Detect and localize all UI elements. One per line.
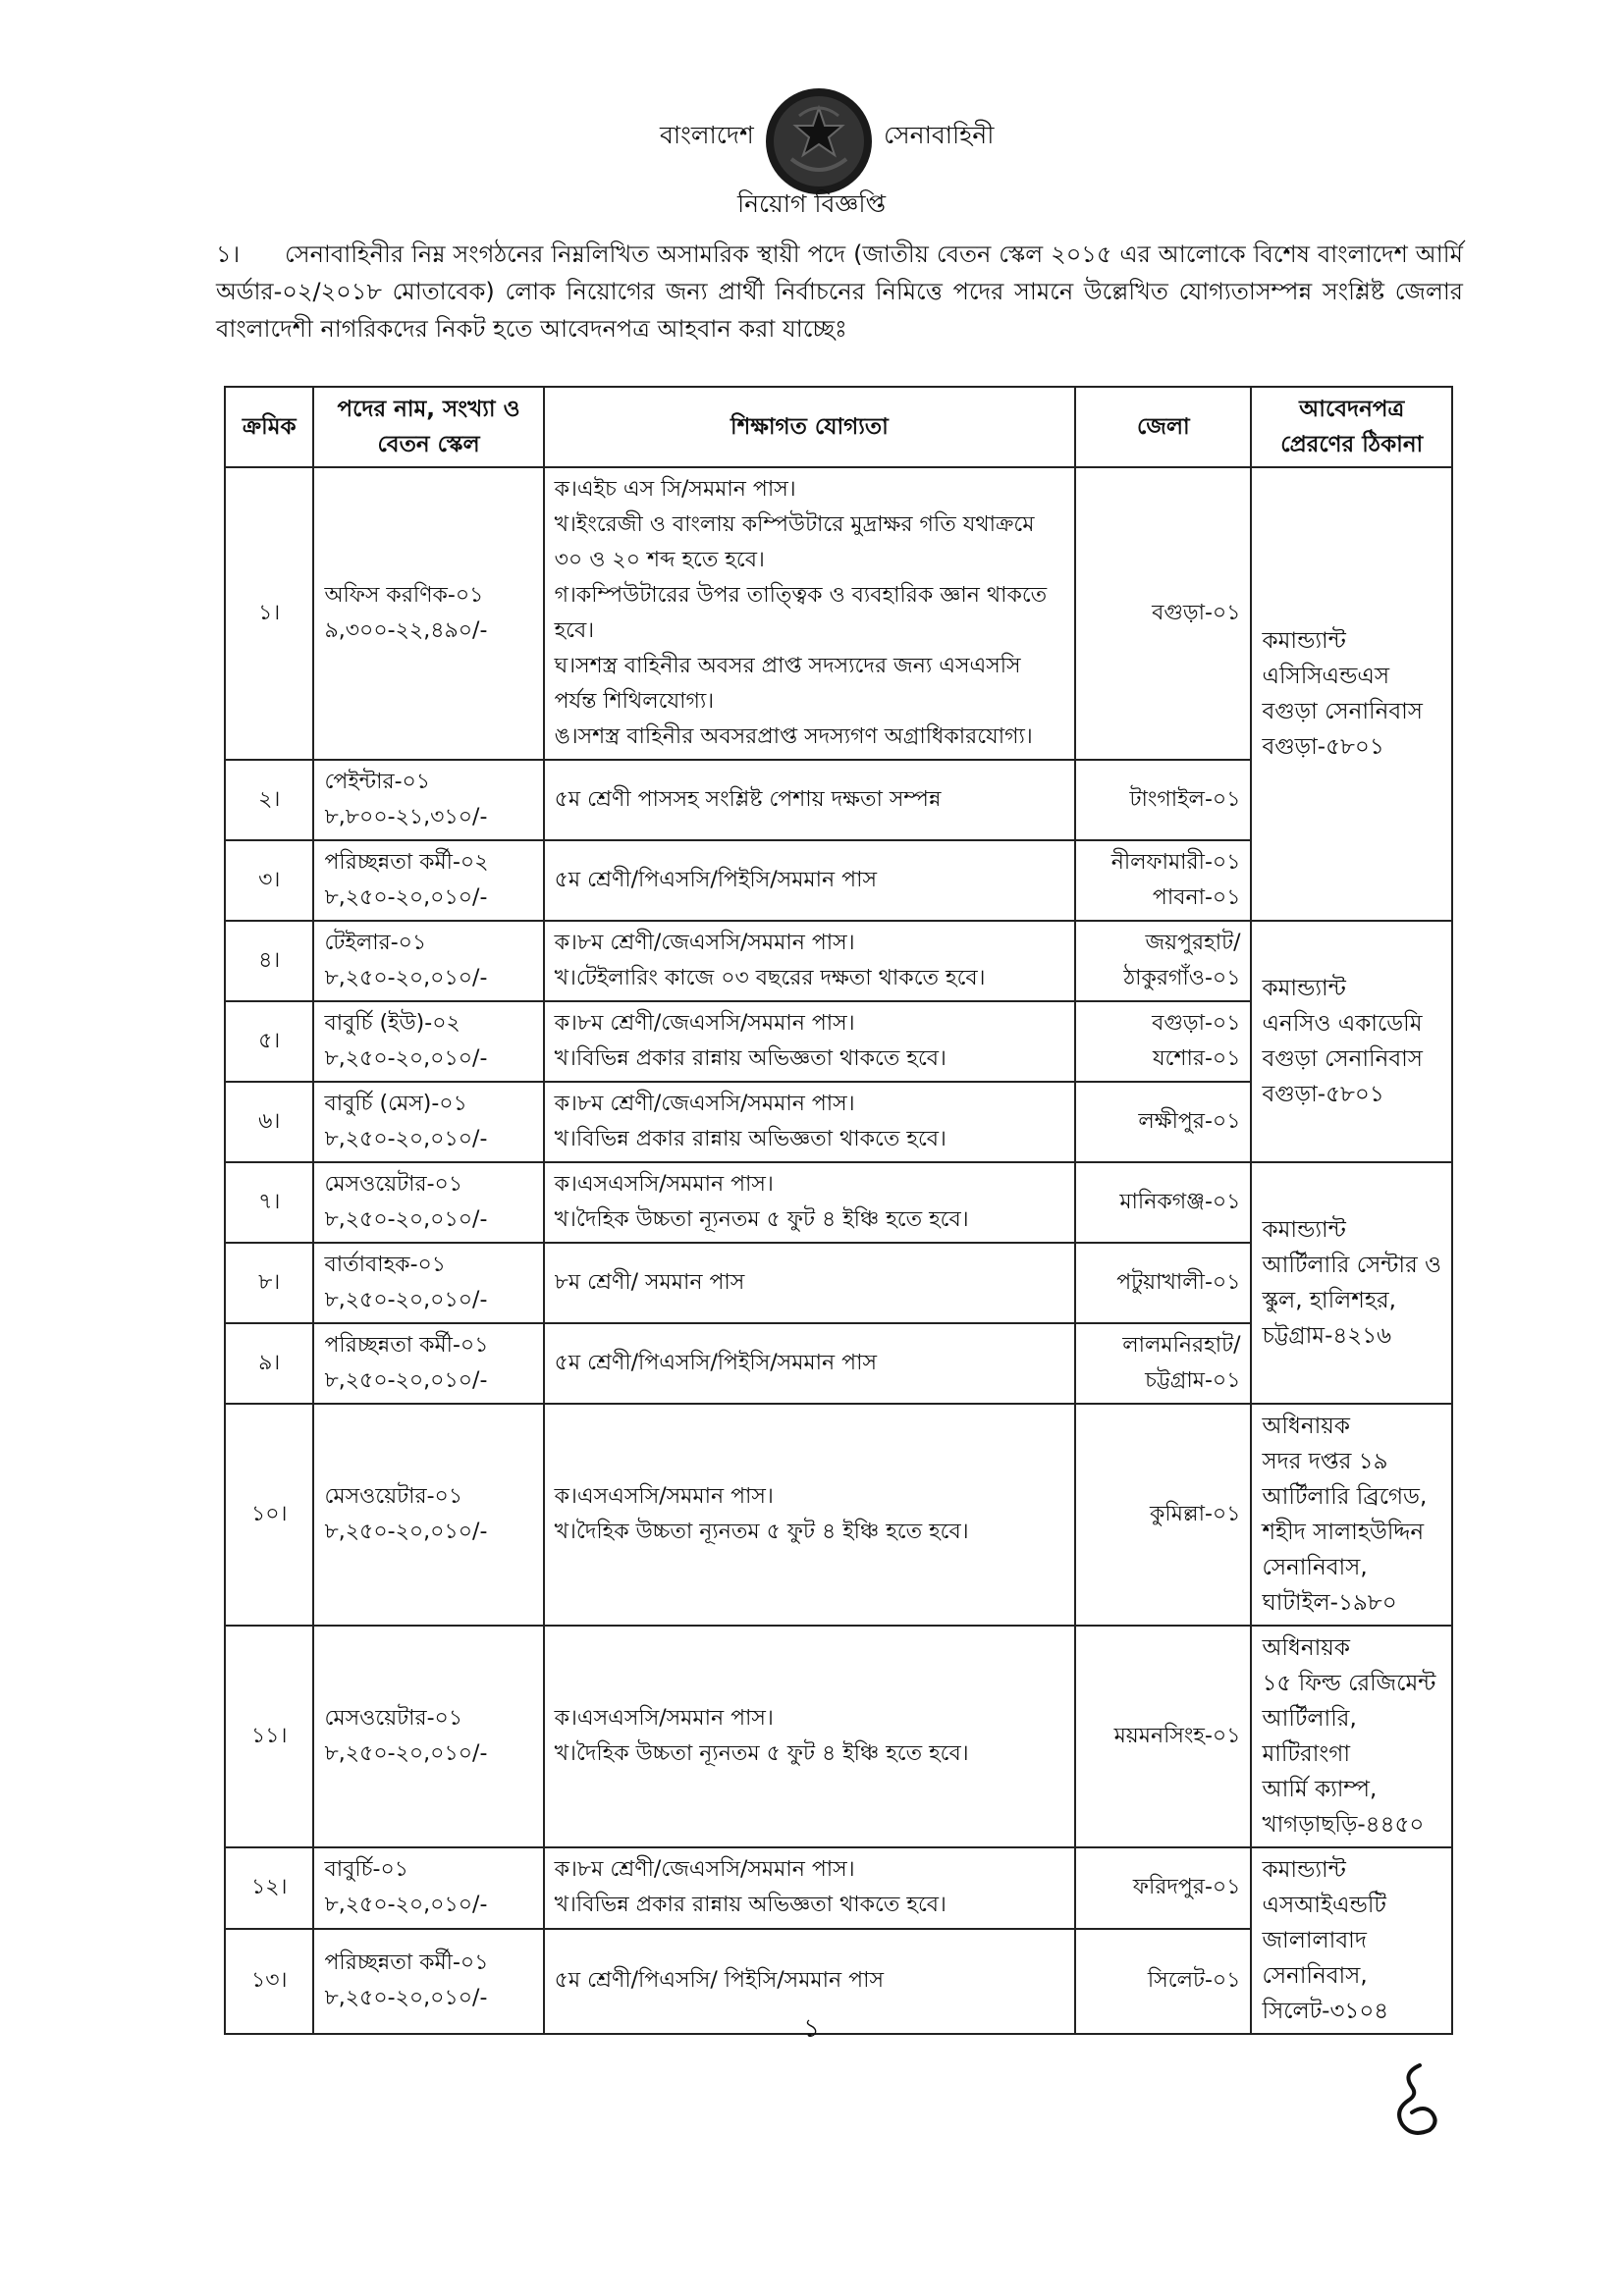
cell-post xyxy=(313,1001,543,1082)
address-line: এসআইএন্ডটি xyxy=(1262,1893,1386,1918)
address-line: জালালাবাদ xyxy=(1262,1928,1367,1953)
cell-district xyxy=(1075,1243,1251,1323)
cell-serial: ১০। xyxy=(225,1404,313,1626)
district-name: জয়পুরহাট/ xyxy=(1145,931,1241,955)
cell-address xyxy=(1251,921,1452,1162)
header-post xyxy=(313,387,543,467)
qualification-item: ক।৮ম শ্রেণী/জেএসসি/সমমান পাস। xyxy=(554,1011,855,1036)
cell-serial: ১১। xyxy=(225,1626,313,1847)
post-name: মেসওয়েটার-০১ xyxy=(324,1706,463,1731)
pay-scale: ৮,২৫০-২০,০১০/- xyxy=(324,1741,488,1766)
pay-scale: ৯,৩০০-২২,৪৯০/- xyxy=(324,618,488,643)
cell-post xyxy=(313,1082,543,1162)
district-name: যশোর-০১ xyxy=(1152,1046,1241,1071)
cell-district xyxy=(1075,1001,1251,1082)
address-line: বগুড়া সেনানিবাস xyxy=(1262,699,1423,724)
cell-serial: ৫। xyxy=(225,1001,313,1082)
qualification-item: খ।ইংরেজী ও বাংলায় কম্পিউটারে মুদ্রাক্ষর গতি যথাক্রমে ৩০ ও ২০ শব্দ হতে হবে। xyxy=(554,512,1035,572)
address-line: অধিনায়ক xyxy=(1262,1414,1350,1439)
pay-scale: ৮,২৫০-২০,০১০/- xyxy=(324,966,488,990)
pay-scale: ৮,২৫০-২০,০১০/- xyxy=(324,1893,488,1918)
cell-qualification xyxy=(544,840,1076,921)
qualification-item: ক।এসএসসি/সমমান পাস। xyxy=(554,1172,774,1197)
address-line: আর্মি ক্যাম্প, xyxy=(1262,1777,1378,1802)
address-line: সদর দপ্তর ১৯ xyxy=(1262,1449,1388,1474)
cell-qualification xyxy=(544,921,1076,1001)
qualification-item: ক।এইচ এস সি/সমমান পাস। xyxy=(554,477,796,502)
table-row xyxy=(225,1626,1452,1847)
address-line: কমান্ড্যান্ট xyxy=(1262,1217,1346,1243)
table-row xyxy=(225,921,1452,1001)
cell-post xyxy=(313,760,543,840)
post-name: অফিস করণিক-০১ xyxy=(324,583,484,608)
cell-serial: ৪। xyxy=(225,921,313,1001)
address-line: সিলেট-৩১০৪ xyxy=(1262,1999,1389,2024)
qualification-item: ৫ম শ্রেণী পাসসহ সংশ্লিষ্ট পেশায় দক্ষতা সম্পন্ন xyxy=(554,787,942,812)
address-line: আর্টিলারি সেন্টার ও xyxy=(1262,1253,1441,1278)
cell-district xyxy=(1075,1626,1251,1847)
qualification-item: ৫ম শ্রেণী/পিএসসি/পিইসি/সমমান পাস xyxy=(554,868,877,892)
header-post-line2: বেতন স্কেল xyxy=(377,432,480,457)
district-name: বগুড়া-০১ xyxy=(1152,601,1241,625)
qualification-item: ঙ।সশস্ত্র বাহিনীর অবসরপ্রাপ্ত সদস্যগণ অগ্রাধিকারযোগ্য। xyxy=(554,724,1033,749)
pay-scale: ৮,২৫০-২০,০১০/- xyxy=(324,1207,488,1232)
district-name: পাবনা-০১ xyxy=(1152,885,1241,910)
qualification-item: খ।বিভিন্ন প্রকার রান্নায় অভিজ্ঞতা থাকতে হবে। xyxy=(554,1893,947,1918)
address-line: এনসিও একাডেমি xyxy=(1262,1011,1423,1037)
cell-district xyxy=(1075,921,1251,1001)
district-name: মানিকগঞ্জ-০১ xyxy=(1119,1190,1241,1214)
cell-post xyxy=(313,840,543,921)
cell-serial: ৬। xyxy=(225,1082,313,1162)
address-line: স্কুল, হালিশহর, xyxy=(1262,1288,1396,1313)
table-row xyxy=(225,1404,1452,1626)
cell-post xyxy=(313,467,543,760)
district-name: সিলেট-০১ xyxy=(1147,1968,1241,1994)
cell-district xyxy=(1075,1162,1251,1243)
cell-serial: ২। xyxy=(225,760,313,840)
header-qualification: শিক্ষাগত যোগ্যতা xyxy=(544,387,1076,467)
cell-post xyxy=(313,1323,543,1404)
cell-qualification xyxy=(544,1626,1076,1847)
district-name: নীলফামারী-০১ xyxy=(1110,850,1241,875)
address-line: আর্টিলারি, xyxy=(1262,1706,1357,1732)
header-serial: ক্রমিক xyxy=(225,387,313,467)
qualification-item: খ।টেইলারিং কাজে ০৩ বছরের দক্ষতা থাকতে হবে। xyxy=(554,966,986,990)
header-address-line2: প্রেরণের ঠিকানা xyxy=(1280,432,1424,457)
pay-scale: ৮,২৫০-২০,০১০/- xyxy=(324,1520,488,1544)
district-name: লক্ষীপুর-০১ xyxy=(1138,1109,1241,1134)
table-header-row xyxy=(225,387,1452,467)
cell-post xyxy=(313,921,543,1001)
cell-address xyxy=(1251,1626,1452,1847)
address-line: এসিসিএন্ডএস xyxy=(1262,664,1390,689)
cell-qualification xyxy=(544,467,1076,760)
address-line: সেনানিবাস, xyxy=(1262,1963,1368,1989)
cell-post xyxy=(313,1162,543,1243)
qualification-item: ক।এসএসসি/সমমান পাস। xyxy=(554,1706,774,1731)
table-row xyxy=(225,1847,1452,1929)
post-name: বাবুর্চি (মেস)-০১ xyxy=(324,1092,467,1116)
post-name: পরিচ্ছন্নতা কর্মী-০১ xyxy=(324,1333,489,1358)
pay-scale: ৮,২৫০-২০,০১০/- xyxy=(324,1986,488,2011)
pay-scale: ৮,২৫০-২০,০১০/- xyxy=(324,1288,488,1312)
address-line: শহীদ সালাহউদ্দিন xyxy=(1262,1520,1425,1545)
post-name: পেইন্টার-০১ xyxy=(324,770,431,794)
post-name: পরিচ্ছন্নতা কর্মী-০২ xyxy=(324,850,489,875)
cell-district xyxy=(1075,1082,1251,1162)
pay-scale: ৮,২৫০-২০,০১০/- xyxy=(324,1368,488,1393)
cell-address xyxy=(1251,1847,1452,2034)
address-line: সেনানিবাস, xyxy=(1262,1555,1368,1580)
pay-scale: ৮,৮০০-২১,৩১০/- xyxy=(324,805,488,829)
address-line: বগুড়া-৫৮০১ xyxy=(1262,734,1384,760)
cell-serial: ৮। xyxy=(225,1243,313,1323)
qualification-item: গ।কম্পিউটারের উপর তাত্ত্বিক ও ব্যবহারিক জ্ঞান থাকতে হবে। xyxy=(554,583,1048,643)
cell-serial: ৯। xyxy=(225,1323,313,1404)
header-post-line1: পদের নাম, সংখ্যা ও xyxy=(337,397,520,422)
qualification-item: ক।এসএসসি/সমমান পাস। xyxy=(554,1484,774,1509)
org-name-right: সেনাবাহিনী xyxy=(884,121,995,149)
address-line: কমান্ড্যান্ট xyxy=(1262,976,1346,1001)
table-row xyxy=(225,1162,1452,1243)
post-name: বার্তাবাহক-০১ xyxy=(324,1253,447,1277)
header-address-line1: আবেদনপত্র xyxy=(1299,397,1405,422)
qualification-item: খ।দৈহিক উচ্চতা ন্যূনতম ৫ ফুট ৪ ইঞ্চি হতে হবে। xyxy=(554,1741,969,1766)
cell-post xyxy=(313,1243,543,1323)
pay-scale: ৮,২৫০-২০,০১০/- xyxy=(324,1046,488,1071)
table-body xyxy=(225,467,1452,2034)
qualification-item: ক।৮ম শ্রেণী/জেএসসি/সমমান পাস। xyxy=(554,1092,855,1116)
address-line: আর্টিলারি ব্রিগেড, xyxy=(1262,1484,1428,1510)
cell-district xyxy=(1075,1404,1251,1626)
cell-serial: ৩। xyxy=(225,840,313,921)
post-name: বাবুর্চি (ইউ)-০২ xyxy=(324,1011,460,1036)
district-name: টাংগাইল-০১ xyxy=(1129,787,1241,812)
intro-text-content: সেনাবাহিনীর নিম্ন সংগঠনের নিম্নলিখিত অসামরিক স্থায়ী পদে (জাতীয় বেতন স্কেল ২০১৫ এর আলোকে বিশেষ বাংলাদেশ আর্মি অর্ডার-০২/২০১৮ মোতাবেক) লোক নিয়োগের জন্য প্রার্থী নির্বাচনের নিমিত্তে পদের সামনে উল্লেখিত যোগ্যতাসম্পন্ন সংশ্লিষ্ট জেলার বাংলাদেশী নাগরিকদের নিকট হতে আবেদনপত্র আহবান করা যাচ্ছেঃ xyxy=(216,240,1463,343)
district-name: ময়মনসিংহ-০১ xyxy=(1113,1724,1241,1748)
qualification-item: খ।দৈহিক উচ্চতা ন্যূনতম ৫ ফুট ৪ ইঞ্চি হতে হবে। xyxy=(554,1207,969,1232)
qualification-item: ৮ম শ্রেণী/ সমমান পাস xyxy=(554,1270,745,1295)
cell-qualification xyxy=(544,760,1076,840)
address-line: কমান্ড্যান্ট xyxy=(1262,1857,1346,1883)
qualification-item: খ।বিভিন্ন প্রকার রান্নায় অভিজ্ঞতা থাকতে হবে। xyxy=(554,1127,947,1151)
post-name: মেসওয়েটার-০১ xyxy=(324,1484,463,1509)
cell-qualification xyxy=(544,1001,1076,1082)
qualification-item: ঘ।সশস্ত্র বাহিনীর অবসর প্রাপ্ত সদস্যদের জন্য এসএসসি পর্যন্ত শিথিলযোগ্য। xyxy=(554,654,1021,714)
district-name: কুমিল্লা-০১ xyxy=(1150,1502,1241,1526)
cell-serial: ১৩। xyxy=(225,1929,313,2034)
cell-qualification xyxy=(544,1082,1076,1162)
header-district: জেলা xyxy=(1075,387,1251,467)
qualification-item: ক।৮ম শ্রেণী/জেএসসি/সমমান পাস। xyxy=(554,1857,855,1883)
qualification-item: খ।দৈহিক উচ্চতা ন্যূনতম ৫ ফুট ৪ ইঞ্চি হতে হবে। xyxy=(554,1520,969,1544)
cell-qualification xyxy=(544,1243,1076,1323)
district-name: লালমনিরহাট/ xyxy=(1122,1333,1241,1358)
qualification-item: ৫ম শ্রেণী/পিএসসি/ পিইসি/সমমান পাস xyxy=(554,1968,884,1994)
cell-post xyxy=(313,1626,543,1847)
cell-address xyxy=(1251,467,1452,921)
notice-title: নিয়োগ বিজ্ঞপ্তি xyxy=(736,189,887,218)
cell-serial: ১২। xyxy=(225,1847,313,1929)
district-name: ঠাকুরগাঁও-০১ xyxy=(1123,966,1241,990)
org-name-left: বাংলাদেশ xyxy=(660,121,754,149)
post-name: টেইলার-০১ xyxy=(324,931,427,955)
district-name: পটুয়াখালী-০১ xyxy=(1116,1270,1241,1295)
cell-district xyxy=(1075,1323,1251,1404)
address-line: খাগড়াছড়ি-৪৪৫০ xyxy=(1262,1812,1425,1838)
qualification-item: ৫ম শ্রেণী/পিএসসি/পিইসি/সমমান পাস xyxy=(554,1351,877,1375)
post-name: পরিচ্ছন্নতা কর্মী-০১ xyxy=(324,1950,489,1976)
cell-district xyxy=(1075,1847,1251,1929)
qualification-item: ক।৮ম শ্রেণী/জেএসসি/সমমান পাস। xyxy=(554,931,855,955)
cell-serial: ৭। xyxy=(225,1162,313,1243)
address-line: বগুড়া সেনানিবাস xyxy=(1262,1046,1423,1072)
pay-scale: ৮,২৫০-২০,০১০/- xyxy=(324,1127,488,1151)
cell-post xyxy=(313,1404,543,1626)
cell-post xyxy=(313,1847,543,1929)
cell-district xyxy=(1075,760,1251,840)
intro-text xyxy=(216,236,1463,347)
address-line: চট্টগ্রাম-৪২১৬ xyxy=(1262,1323,1392,1349)
cell-district xyxy=(1075,840,1251,921)
address-line: ঘাটাইল-১৯৮০ xyxy=(1262,1590,1397,1616)
cell-address xyxy=(1251,1404,1452,1626)
intro-number: ১। xyxy=(216,240,241,268)
cell-district xyxy=(1075,467,1251,760)
cell-address xyxy=(1251,1162,1452,1404)
army-emblem-icon xyxy=(764,86,874,196)
district-name: বগুড়া-০১ xyxy=(1152,1011,1241,1036)
address-line: মাটিরাংগা xyxy=(1262,1741,1351,1767)
pay-scale: ৮,২৫০-২০,০১০/- xyxy=(324,885,488,910)
address-line: বগুড়া-৫৮০১ xyxy=(1262,1082,1384,1107)
header-address xyxy=(1251,387,1452,467)
recruitment-table xyxy=(224,386,1453,2035)
post-name: মেসওয়েটার-০১ xyxy=(324,1172,463,1197)
address-line: অধিনায়ক xyxy=(1262,1635,1350,1661)
cell-serial: ১। xyxy=(225,467,313,760)
address-line: ১৫ ফিল্ড রেজিমেন্ট xyxy=(1262,1671,1436,1696)
qualification-item: খ।বিভিন্ন প্রকার রান্নায় অভিজ্ঞতা থাকতে হবে। xyxy=(554,1046,947,1071)
post-name: বাবুর্চি-০১ xyxy=(324,1857,409,1883)
cell-qualification xyxy=(544,1162,1076,1243)
cell-qualification xyxy=(544,1847,1076,1929)
table-row xyxy=(225,467,1452,760)
intro-paragraph xyxy=(216,236,1463,347)
signature-mark xyxy=(1382,2061,1451,2140)
cell-qualification xyxy=(544,1323,1076,1404)
district-name: চট্টগ্রাম-০১ xyxy=(1145,1368,1241,1393)
cell-qualification xyxy=(544,1404,1076,1626)
page-number: ১ xyxy=(803,2014,820,2044)
district-name: ফরিদপুর-০১ xyxy=(1132,1875,1241,1900)
address-line: কমান্ড্যান্ট xyxy=(1262,628,1346,654)
